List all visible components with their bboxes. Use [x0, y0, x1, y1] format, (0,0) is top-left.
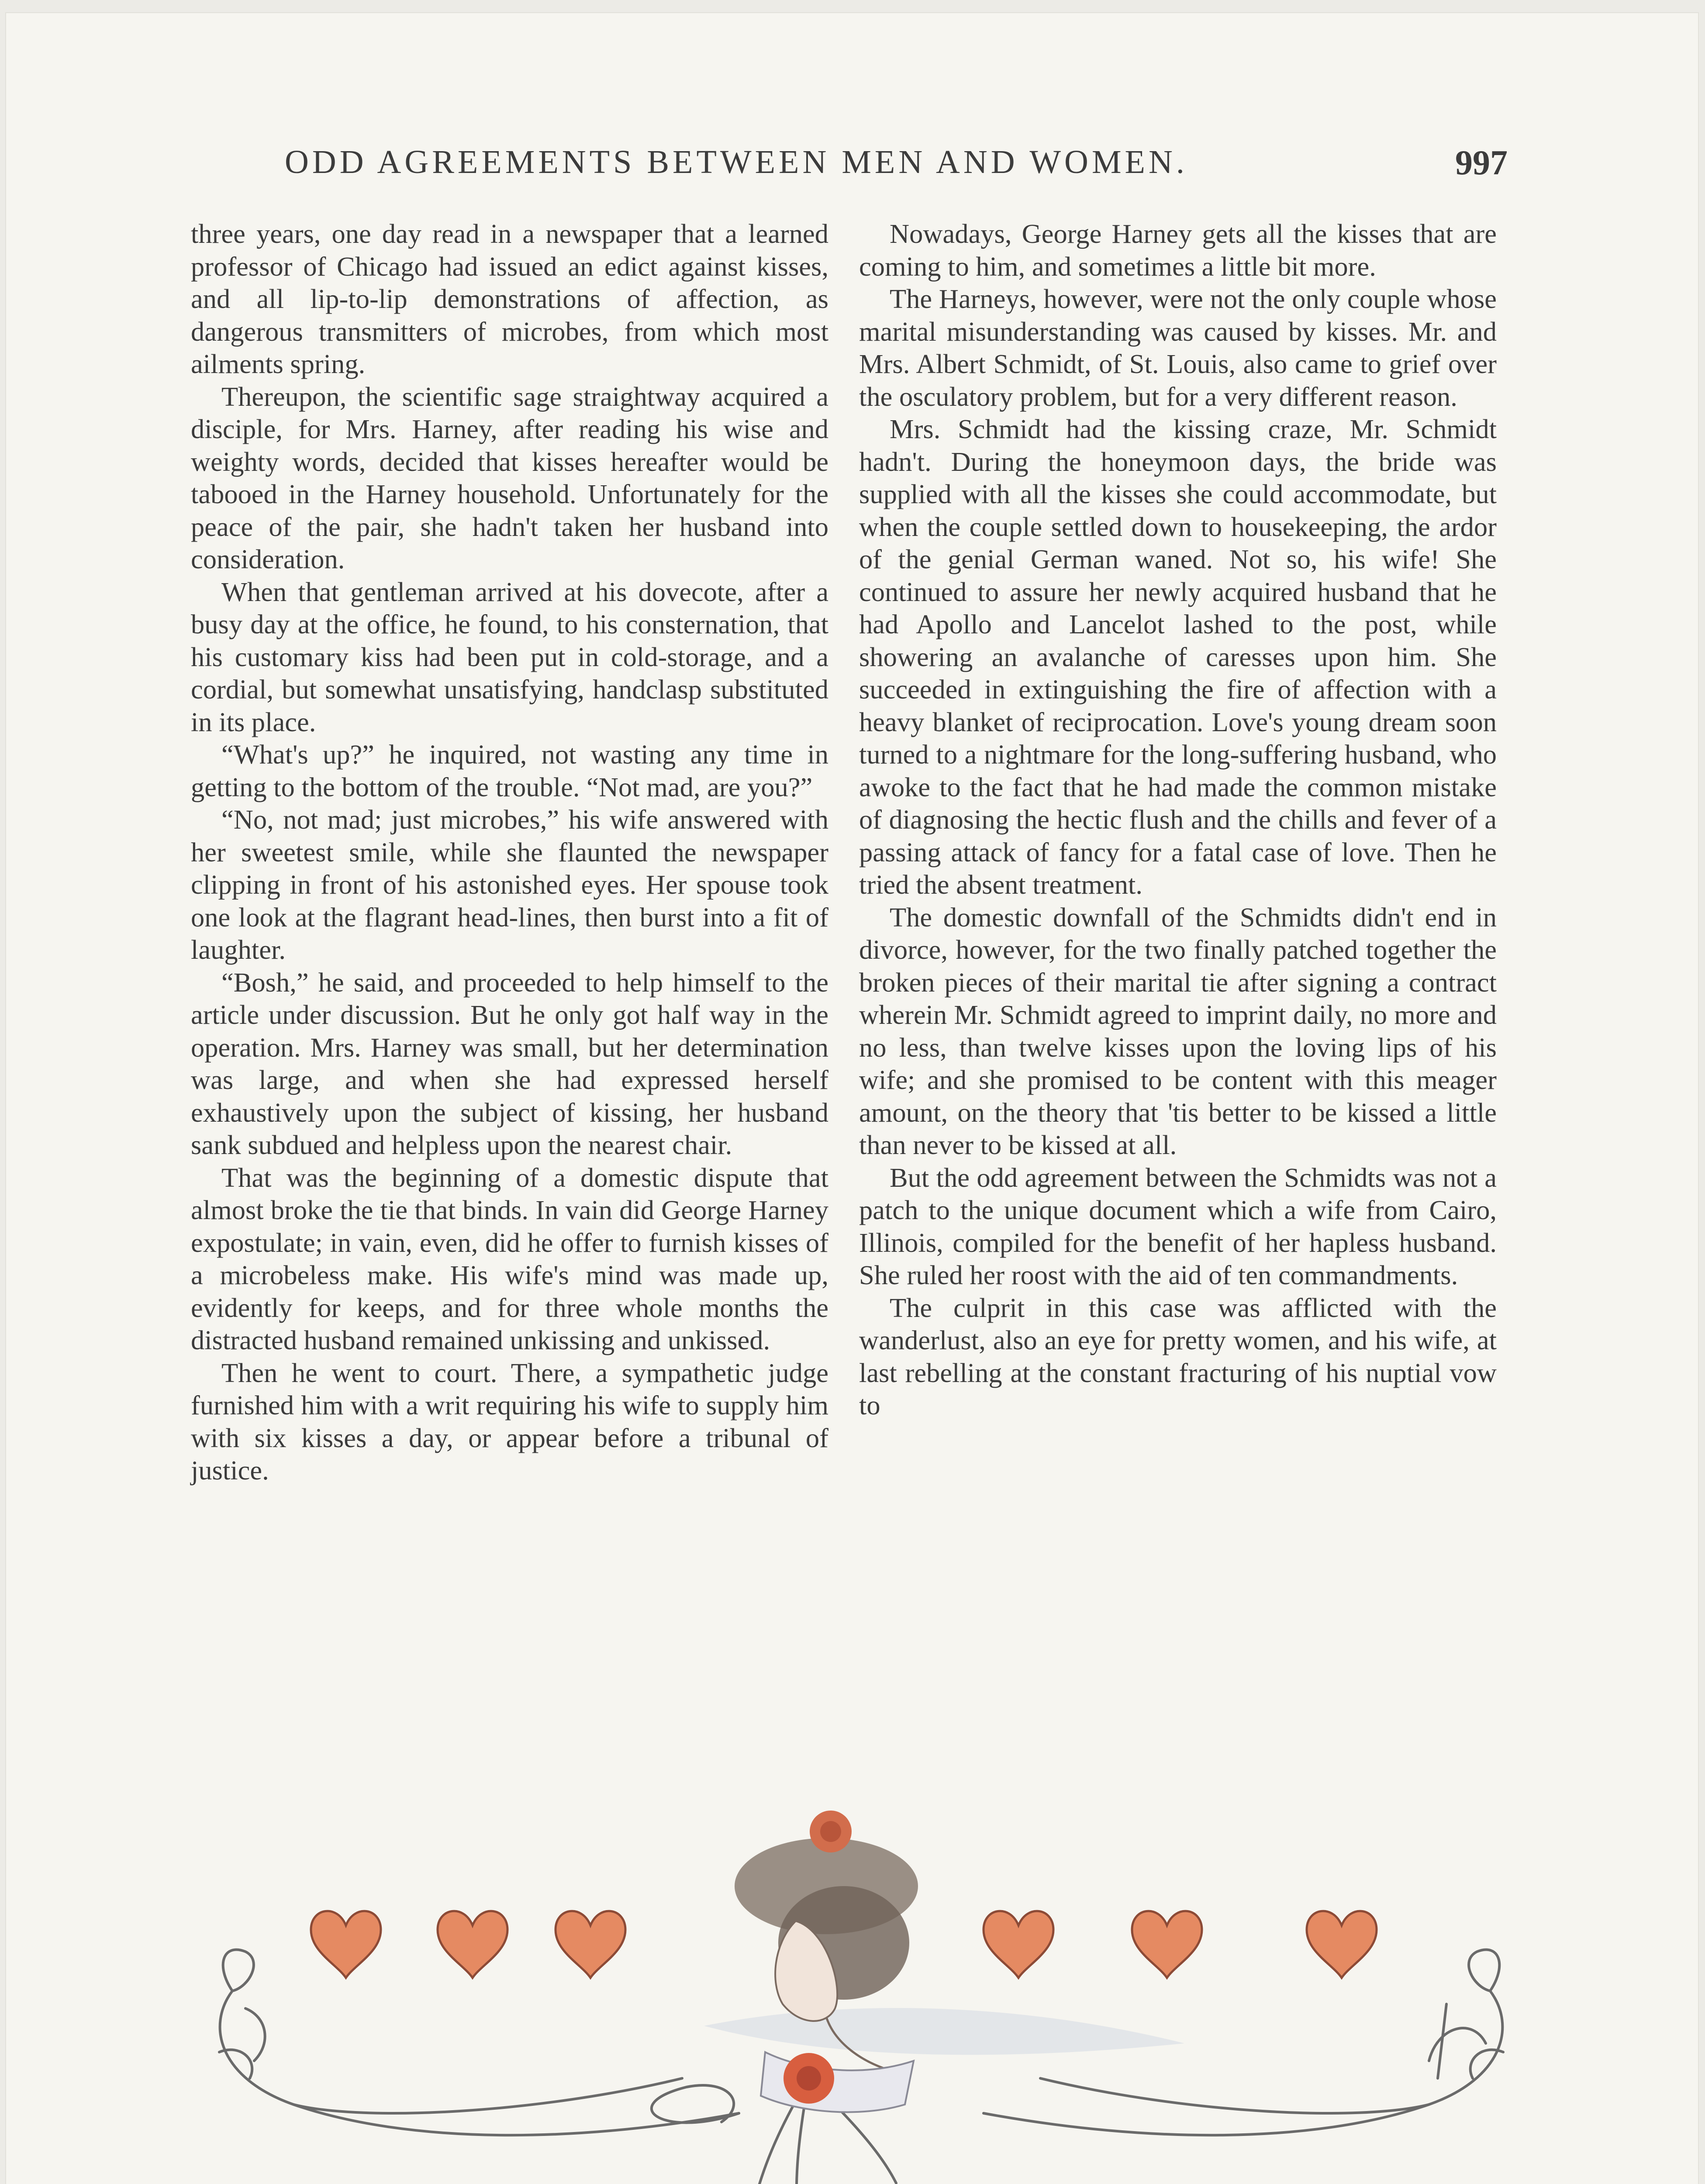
paragraph: But the odd agreement between the Schmidts was not a patch to the unique document which a wife from Cairo, Illinois, compiled for the benefit of her hapless husband. She ruled her roost with the aid of ten commandments.: [859, 1162, 1497, 1290]
decorative-illustration: [180, 1799, 1543, 2184]
heart-icon: [311, 1911, 381, 1978]
header-title: ODD AGREEMENTS BETWEEN MEN AND WOMEN.: [285, 144, 1188, 180]
paragraph: Thereupon, the scientific sage straightway acquired a disciple, for Mrs. Harney, after reading his wise and weighty words, decided that kisses hereafter would be tabooed in the Harney household. Unfortunately for the peace of the pair, she hadn't taken her husband into consideration.: [191, 381, 828, 574]
page-number: 997: [1455, 144, 1508, 182]
heart-icon: [984, 1911, 1053, 1978]
paragraph: Mrs. Schmidt had the kissing craze, Mr. Schmidt hadn't. During the honeymoon days, the bride was supplied with all the kisses she could accommodate, but when the couple settled down to housekeeping, the ardor of the genial German waned. Not so, his wife! She continued to assure her newly acquired husband that he had Apollo and Lancelot lashed to the post, while showering an avalanche of caresses upon him. She succeeded in extinguishing the fire of affection with a heavy blanket of reciprocation. Love's young dream soon turned to a nightmare for the long-suffering husband, who awoke to the fact that he had made the common mistake of diagnosing the hectic flush and the chills and fever of a passing attack of fancy for a fatal case of love. Then he tried the absent treatment.: [859, 414, 1497, 900]
paragraph: “Bosh,” he said, and proceeded to help himself to the article under discussion. But he only got half way in the operation. Mrs. Harney was small, but her determination was large, and when she had expressed herself exhaustively upon the subject of kissing, her husband sank subdued and helpless upon the nearest chair.: [191, 967, 828, 1160]
heart-icon: [1132, 1911, 1202, 1978]
ribbon-shape: [704, 2008, 1184, 2055]
paragraph: The culprit in this case was afflicted with the wanderlust, also an eye for pretty women, and his wife, at last rebelling at the constant fracturing of his nuptial vow to: [859, 1292, 1497, 1420]
heart-icon: [556, 1911, 625, 1978]
heart-icon: [1307, 1911, 1377, 1978]
paragraph: The Harneys, however, were not the only couple whose marital misunderstanding was caused by kisses. Mr. and Mrs. Albert Schmidt, of St. Louis, also came to grief over the osculatory problem, but for a very different reason.: [859, 283, 1497, 412]
paragraph: “No, not mad; just microbes,” his wife answered with her sweetest smile, while she flaunted the newspaper clipping in front of his astonished eyes. Her spouse took one look at the flagrant head-lines, then burst into a fit of laughter.: [191, 804, 828, 965]
paragraph: Then he went to court. There, a sympathetic judge furnished him with a writ requiring his wife to supply him with six kisses a day, or appear before a tribunal of justice.: [191, 1357, 828, 1486]
paragraph: “What's up?” he inquired, not wasting any time in getting to the bottom of the trouble. “Not mad, are you?”: [191, 739, 828, 802]
heart-icon: [438, 1911, 507, 1978]
paragraph: Nowadays, George Harney gets all the kisses that are coming to him, and sometimes a little bit more.: [859, 218, 1497, 282]
paragraph: The domestic downfall of the Schmidts didn't end in divorce, however, for the two finally patched together the broken pieces of their marital tie after signing a contract wherein Mr. Schmidt agreed to imprint daily, no more and no less, than twelve kisses upon the loving lips of his wife; and she promised to be content with this meager amount, on the theory that 'tis better to be kissed a little than never to be kissed at all.: [859, 902, 1497, 1160]
paragraph: three years, one day read in a newspaper that a learned professor of Chicago had issued an edict against kisses, and all lip-to-lip demonstrations of affection, as dangerous transmitters of microbes, from which most ailments spring.: [191, 218, 828, 379]
paragraph: That was the beginning of a domestic dispute that almost broke the tie that binds. In vain did George Harney expostulate; in vain, even, did he offer to furnish kisses of a microbeless make. His wife's mind was made up, evidently for keeps, and for three whole months the distracted husband remained unkissing and unkissed.: [191, 1162, 828, 1355]
running-header: [285, 143, 1508, 191]
paragraph: When that gentleman arrived at his dovecote, after a busy day at the office, he found, to his consternation, that his customary kiss had been put in cold-storage, and a cordial, but somewhat unsatisfying, handclasp substituted in its place.: [191, 576, 828, 737]
left-column: [191, 218, 828, 1487]
right-column: [859, 218, 1497, 1422]
magazine-page: [5, 12, 1699, 2184]
